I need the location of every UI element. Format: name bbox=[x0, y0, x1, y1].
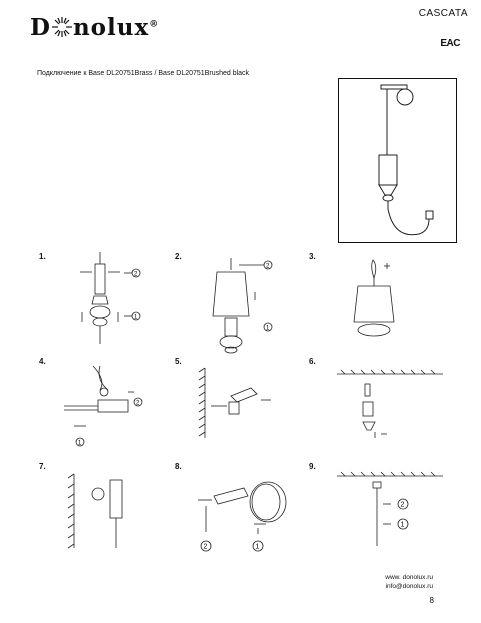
email-link[interactable]: info@donolux.ru bbox=[385, 583, 433, 590]
step-number-5: 5. bbox=[175, 357, 182, 366]
step-2-diagram bbox=[195, 256, 285, 356]
callout-2: 2 bbox=[400, 501, 405, 509]
logo-letter-d: D bbox=[30, 14, 51, 41]
step-3-diagram bbox=[340, 256, 410, 346]
step-9-diagram bbox=[335, 470, 445, 560]
eac-mark: EAC bbox=[440, 38, 460, 49]
callout-1: 1 bbox=[255, 543, 260, 551]
step-number-2: 2. bbox=[175, 252, 182, 261]
step-1-diagram bbox=[62, 252, 152, 352]
callout-1: 1 bbox=[266, 325, 270, 332]
page-subtitle: Подключение к Base DL20751Brass / Base DL20751Brushed black bbox=[37, 70, 250, 77]
step-number-8: 8. bbox=[175, 462, 182, 471]
step-number-9: 9. bbox=[309, 462, 316, 471]
step-5-diagram bbox=[195, 366, 285, 441]
callout-2: 2 bbox=[203, 543, 208, 551]
step-number-3: 3. bbox=[309, 252, 316, 261]
step-number-7: 7. bbox=[39, 462, 46, 471]
step-7-diagram bbox=[64, 472, 134, 552]
step-4-diagram bbox=[58, 362, 158, 452]
step-number-6: 6. bbox=[309, 357, 316, 366]
callout-1: 1 bbox=[78, 440, 82, 447]
callout-2: 2 bbox=[136, 400, 140, 407]
step-number-4: 4. bbox=[39, 357, 46, 366]
page-number: 8 bbox=[429, 596, 434, 605]
pendant-lamp-illustration bbox=[339, 79, 456, 242]
hero-figure-frame bbox=[338, 78, 457, 243]
registered-mark: ® bbox=[149, 19, 160, 30]
step-8-diagram bbox=[192, 470, 302, 560]
callout-1: 1 bbox=[400, 521, 405, 529]
website-link[interactable]: www. donolux.ru bbox=[385, 574, 433, 581]
sun-icon bbox=[51, 16, 73, 38]
brand-logo bbox=[30, 14, 159, 41]
logo-letters-nolux: nolux bbox=[72, 14, 150, 41]
callout-1: 1 bbox=[134, 314, 138, 321]
contact-footer bbox=[385, 573, 433, 591]
callout-2: 2 bbox=[134, 271, 138, 278]
series-name: CASCATA bbox=[418, 8, 468, 19]
step-6-diagram bbox=[335, 368, 445, 448]
callout-2: 2 bbox=[266, 263, 270, 270]
step-number-1: 1. bbox=[39, 252, 46, 261]
